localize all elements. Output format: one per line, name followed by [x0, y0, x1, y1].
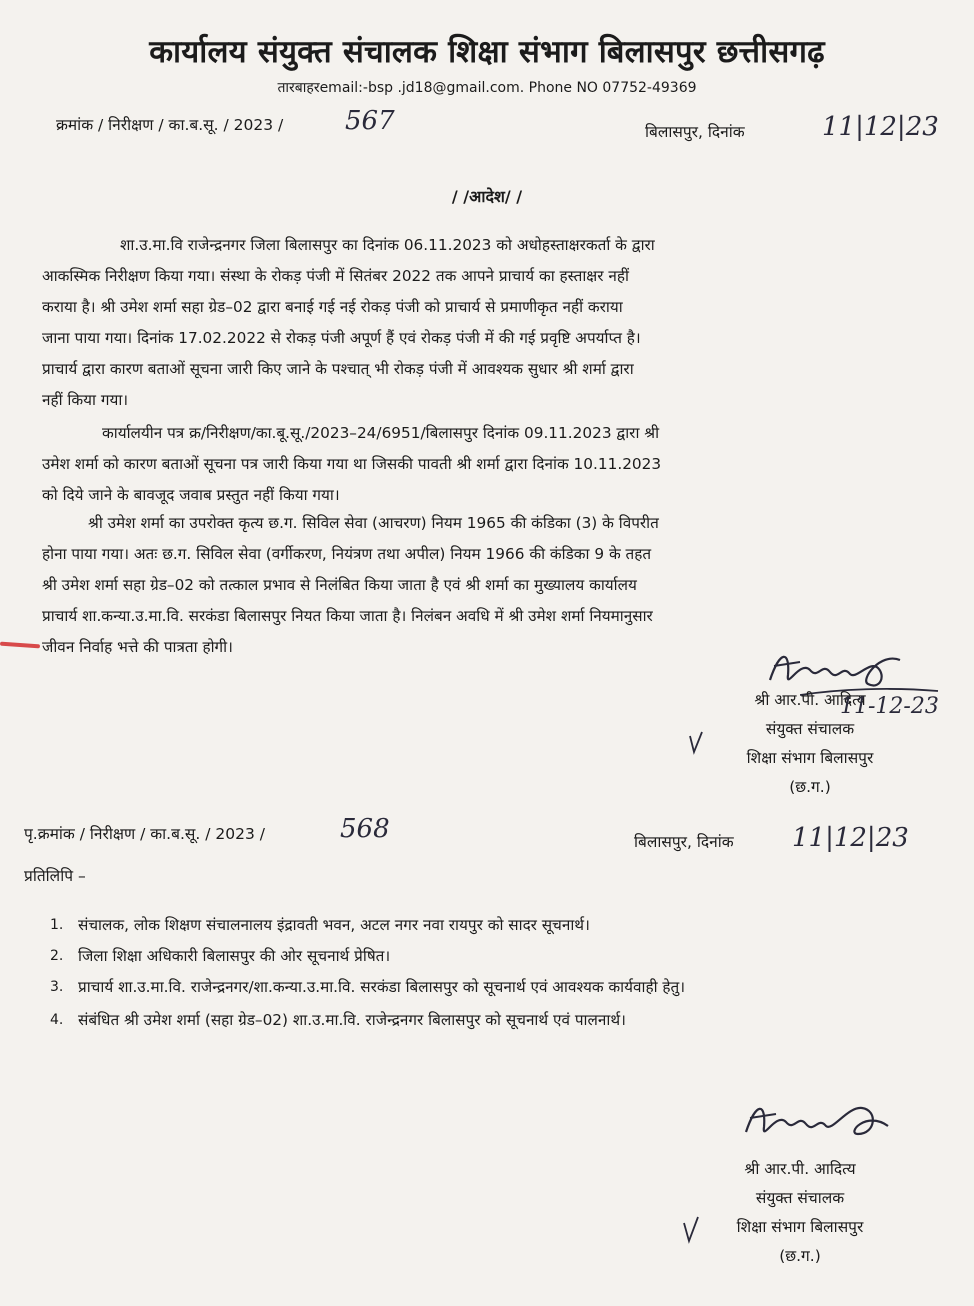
paragraph-1 — [42, 230, 918, 416]
signatory-office: शिक्षा संभाग बिलासपुर — [736, 1218, 864, 1236]
paragraph-2 — [42, 418, 918, 511]
signatory-name: श्री आर.पी. आदित्य — [754, 691, 866, 709]
office-title: कार्यालय संयुक्त संचालक शिक्षा संभाग बिलासपुर छत्तीसगढ़ — [149, 34, 825, 70]
signature-block-2 — [680, 1155, 920, 1271]
signature-scribble-2 — [736, 1090, 896, 1152]
paragraph-line: शा.उ.मा.वि राजेन्द्रनगर जिला बिलासपुर का दिनांक 06.11.2023 को अधोहस्ताक्षरकर्ता के द्वारा — [120, 236, 655, 254]
paragraph-line: कार्यालयीन पत्र क्र/निरीक्षण/का.बू.सू./2023–24/6951/बिलासपुर दिनांक 09.11.2023 द्वारा श्री — [102, 424, 660, 442]
signatory-name: श्री आर.पी. आदित्य — [744, 1160, 856, 1178]
paragraph-line: को दिये जाने के बावजूद जवाब प्रस्तुत नहीं किया गया। — [42, 486, 340, 504]
list-item: 3. प्राचार्य शा.उ.मा.वि. राजेन्द्रनगर/शा.कन्या.उ.मा.वि. सरकंडा बिलासपुर को सूचनार्थ एवं आवश्यक कार्यवाही हेतु। — [50, 978, 686, 996]
paragraph-line: जीवन निर्वाह भत्ते की पात्रता होगी। — [42, 638, 233, 656]
paragraph-line: उमेश शर्मा को कारण बताओं सूचना पत्र जारी किया गया था जिसकी पावती श्री शर्मा द्वारा दिनांक 10.11.2023 — [42, 455, 662, 473]
order-number-handwritten: 567 — [345, 106, 395, 136]
paragraph-line: होना पाया गया। अतः छ.ग. सिविल सेवा (वर्गीकरण, नियंत्रण तथा अपील) नियम 1966 की कंडिका 9 के तहत — [42, 545, 652, 563]
paragraph-line: नहीं किया गया। — [42, 391, 129, 409]
signatory-state: (छ.ग.) — [779, 1247, 821, 1265]
endorsement-number-label: पृ.क्रमांक / निरीक्षण / का.ब.सू. / 2023 / — [24, 825, 265, 843]
signatory-designation: संयुक्त संचालक — [765, 720, 855, 738]
place-date-label: बिलासपुर, दिनांक — [645, 123, 745, 141]
paragraph-line: जाना पाया गया। दिनांक 17.02.2022 से रोकड़ पंजी अपूर्ण हैं एवं रोकड़ पंजी में की गई प्रवृष्टि अपर्याप्त है। — [42, 329, 641, 347]
paragraph-line: आकस्मिक निरीक्षण किया गया। संस्था के रोकड़ पंजी में सितंबर 2022 तक आपने प्राचार्य का हस्ताक्षर नहीं — [42, 267, 629, 285]
signature-date-handwritten: 11-12-23 — [840, 694, 939, 719]
paragraph-line: प्राचार्य द्वारा कारण बताओं सूचना जारी किए जाने के पश्चात् भी रोकड़ पंजी में आवश्यक सुधार श्री शर्मा द्वारा — [42, 360, 634, 378]
contact-line: तारबाहरemail:-bsp .jd18@gmail.com. Phone NO 07752-49369 — [277, 80, 697, 96]
tick-mark-2 — [680, 1215, 702, 1245]
tick-mark-1 — [686, 730, 706, 756]
red-pen-mark — [0, 642, 40, 649]
signatory-office: शिक्षा संभाग बिलासपुर — [746, 749, 874, 767]
paragraph-line: श्री उमेश शर्मा सहा ग्रेड–02 को तत्काल प्रभाव से निलंबित किया जाता है एवं श्री शर्मा का मुख्यालय कार्यालय — [42, 576, 637, 594]
endorsement-place-date-label: बिलासपुर, दिनांक — [634, 833, 734, 851]
signatory-state: (छ.ग.) — [789, 778, 831, 796]
copy-heading: प्रतिलिपि – — [24, 867, 86, 885]
date-handwritten: 11|12|23 — [822, 112, 939, 142]
list-item: 2. जिला शिक्षा अधिकारी बिलासपुर की ओर सूचनार्थ प्रेषित। — [50, 947, 391, 965]
paragraph-line: प्राचार्य शा.कन्या.उ.मा.वि. सरकंडा बिलासपुर नियत किया जाता है। निलंबन अवधि में श्री उमेश शर्मा नियमानुसार — [42, 607, 653, 625]
order-number-label: क्रमांक / निरीक्षण / का.ब.सू. / 2023 / — [56, 116, 284, 134]
endorsement-date-handwritten: 11|12|23 — [792, 823, 909, 853]
paragraph-line: श्री उमेश शर्मा का उपरोक्त कृत्य छ.ग. सिविल सेवा (आचरण) नियम 1965 की कंडिका (3) के विपरीत — [88, 514, 659, 532]
copy-list — [42, 912, 922, 1038]
signatory-designation: संयुक्त संचालक — [755, 1189, 845, 1207]
list-item: 1. संचालक, लोक शिक्षण संचालनालय इंद्रावती भवन, अटल नगर नवा रायपुर को सादर सूचनार्थ। — [50, 916, 590, 934]
list-item: 4. संबंधित श्री उमेश शर्मा (सहा ग्रेड–02) शा.उ.मा.वि. राजेन्द्रनगर बिलासपुर को सूचनार्थ एवं पालनार्थ। — [50, 1011, 626, 1029]
paragraph-line: कराया है। श्री उमेश शर्मा सहा ग्रेड–02 द्वारा बनाई गई नई रोकड़ पंजी को प्राचार्य से प्रमाणीकृत नहीं कराया — [42, 298, 623, 316]
order-heading: / /आदेश/ / — [451, 187, 523, 206]
endorsement-number-handwritten: 568 — [340, 814, 390, 844]
